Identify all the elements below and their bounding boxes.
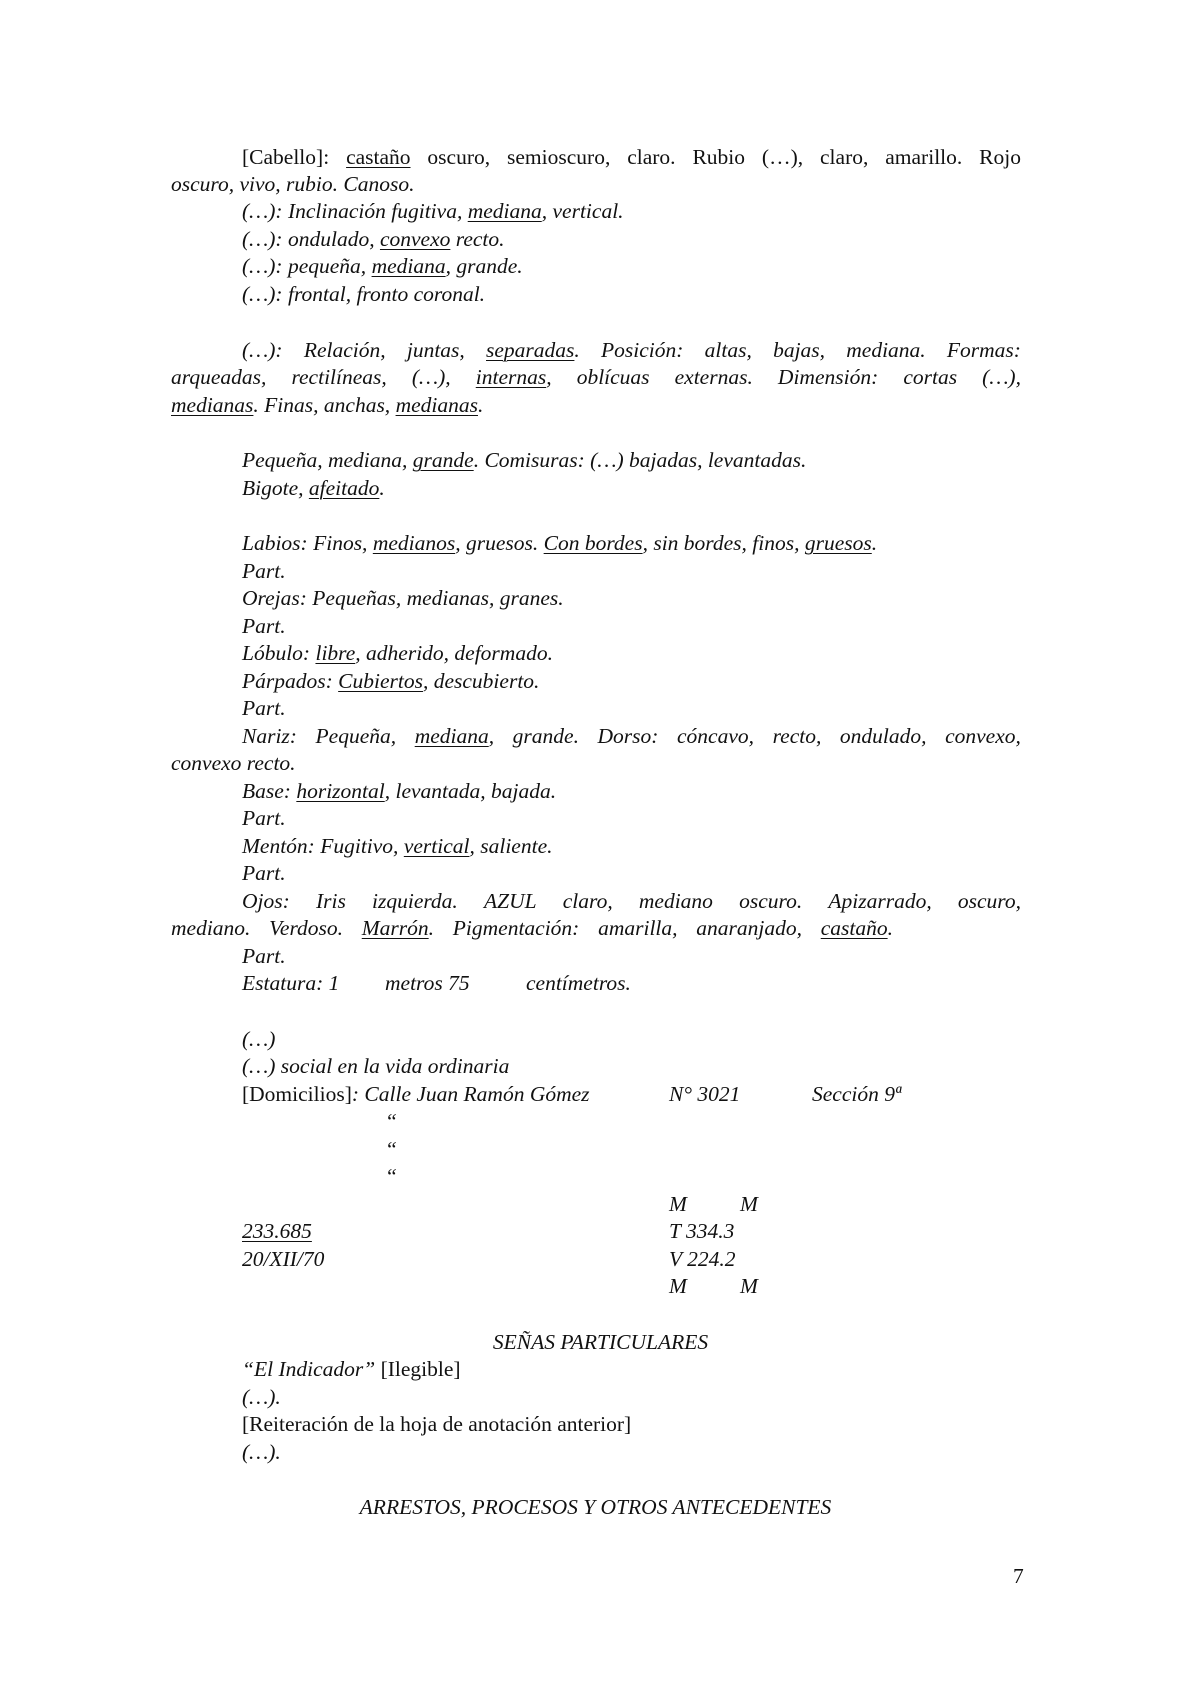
word [269, 918, 343, 940]
text-run: . [871, 531, 878, 555]
word [316, 726, 397, 748]
hair-line-2: oscuro, vivo, rubio. Canoso. [171, 172, 415, 196]
labios-line [242, 533, 877, 555]
word [821, 918, 893, 940]
indicador-title: “El Indicador” [242, 1357, 376, 1381]
text-run: Pequeña, mediana, [242, 448, 413, 472]
text-run: cóncavo, [677, 724, 755, 748]
arrestos-heading: ARRESTOS, PROCESOS Y OTROS ANTECEDENTES [359, 1495, 832, 1519]
domicilio-street: : Calle Juan Ramón Gómez [351, 1082, 590, 1106]
part-2: Part. [242, 614, 286, 638]
text-run: internas [475, 365, 547, 389]
text-run: afeitado [308, 476, 380, 500]
social-line: (…) social en la vida ordinaria [242, 1054, 510, 1078]
text-run: Relación, [303, 338, 386, 362]
text-run: Dorso: [597, 724, 659, 748]
text-run: recto, [772, 724, 822, 748]
word [696, 918, 802, 940]
text-run: Formas: [946, 338, 1021, 362]
hair-line-1 [242, 147, 1021, 169]
word [346, 147, 410, 169]
text-run: Mentón: Fugitivo, [242, 834, 404, 858]
word [291, 367, 386, 389]
word [627, 147, 675, 169]
word [598, 726, 659, 748]
text-run: . [379, 476, 385, 500]
word [242, 147, 329, 169]
word [598, 918, 677, 940]
text-run: (…), [982, 365, 1021, 389]
word [171, 367, 266, 389]
part-3: Part. [242, 696, 286, 720]
text-run: altas, [704, 338, 752, 362]
word [362, 918, 434, 940]
domicilio-row [242, 1084, 590, 1106]
code-t: T 334.3 [669, 1219, 735, 1243]
text-run: mediano. [171, 916, 251, 940]
text-run: Bigote, [242, 476, 309, 500]
domicilio-section: Sección 9ª [812, 1082, 901, 1106]
word [958, 891, 1021, 913]
text-run: castaño [346, 145, 411, 169]
text-run: , gruesos. [455, 531, 544, 555]
text-run: medianas [171, 393, 254, 417]
word [885, 147, 962, 169]
text-run: oblícuas [576, 365, 650, 389]
word [828, 891, 931, 913]
text-run: (…): pequeña, [242, 254, 372, 278]
text-run: , descubierto. [422, 669, 540, 693]
text-run: horizontal [296, 779, 385, 803]
word [372, 891, 458, 913]
text-run: (…): Inclinación fugitiva, [242, 199, 468, 223]
word [840, 726, 927, 748]
text-run: . [477, 393, 484, 417]
text-run: bajas, [773, 338, 826, 362]
text-run: recto. [450, 227, 505, 251]
code-m-top-2: M [740, 1192, 758, 1216]
text-run: (…), [411, 365, 451, 389]
word [563, 891, 613, 913]
text-run: Pigmentación: [452, 916, 580, 940]
word [677, 726, 754, 748]
word [705, 340, 752, 362]
text-run: (…): [242, 338, 283, 362]
text-run: Nariz: [242, 724, 297, 748]
word [486, 340, 580, 362]
word [982, 367, 1021, 389]
text-run: rectilíneas, [291, 365, 387, 389]
word [739, 891, 802, 913]
text-run: Rojo [979, 145, 1021, 169]
text-run: [Cabello]: [242, 145, 330, 169]
text-run: . Finas, anchas, [253, 393, 396, 417]
nariz-line-1 [242, 726, 1021, 748]
word [820, 147, 868, 169]
hair-line-3 [242, 201, 624, 223]
text-run: Lóbulo: [242, 641, 316, 665]
text-run: convexo, [945, 724, 1021, 748]
text-run: , vertical. [541, 199, 624, 223]
text-run: , [546, 365, 552, 389]
word [577, 367, 650, 389]
code-v: V 224.2 [669, 1247, 736, 1271]
word [675, 367, 753, 389]
text-run: anaranjado, [696, 916, 802, 940]
page-number: 7 [1013, 1564, 1024, 1588]
domicilio-number: N° 3021 [669, 1082, 741, 1106]
text-run: juntas, [406, 338, 465, 362]
estatura-label: Estatura: 1 [242, 971, 340, 995]
text-run: cortas [903, 365, 958, 389]
brows-line-3 [171, 395, 483, 417]
text-run: mediana [371, 254, 446, 278]
text-run: semioscuro, [507, 145, 611, 169]
text-run: Verdoso. [269, 916, 344, 940]
text-run: oscuro. [739, 889, 803, 913]
text-run: Labios: Finos, [242, 531, 373, 555]
ilegible-note: [Ilegible] [375, 1357, 461, 1381]
text-run: Iris [315, 889, 346, 913]
code-m-bot-2: M [740, 1274, 758, 1298]
text-run: oscuro, [427, 145, 491, 169]
text-run: , [488, 724, 495, 748]
estatura-metros: metros 75 [385, 971, 470, 995]
code-date: 20/XII/70 [242, 1247, 325, 1271]
orejas-line: Orejas: Pequeñas, medianas, granes. [242, 586, 564, 610]
text-run: . [887, 916, 893, 940]
part-1: Part. [242, 559, 286, 583]
text-run: . [574, 338, 580, 362]
base-line [242, 781, 556, 803]
ojos-line-2 [171, 918, 893, 940]
word [762, 147, 803, 169]
menton-line [242, 836, 552, 858]
part-4: Part. [242, 806, 286, 830]
word [171, 918, 250, 940]
brows-line-1 [242, 340, 1021, 362]
text-run: . Comisuras: (…) bajadas, levantadas. [473, 448, 807, 472]
text-run: separadas [486, 338, 575, 362]
text-run: libre [315, 641, 356, 665]
text-run: Párpados: [242, 669, 339, 693]
word [947, 340, 1021, 362]
text-run: gruesos [804, 531, 872, 555]
word [476, 367, 552, 389]
text-run: claro, [820, 145, 869, 169]
word [507, 147, 610, 169]
word [639, 891, 713, 913]
senas-ellipsis-2: (…). [242, 1440, 281, 1464]
text-run: Ojos: [242, 889, 290, 913]
text-run: , saliente. [469, 834, 553, 858]
text-run: Dimensión: [777, 365, 879, 389]
text-run: AZUL [483, 889, 537, 913]
parpados-line [242, 671, 539, 693]
text-run: amarillo. [885, 145, 963, 169]
text-run: mediano [638, 889, 713, 913]
text-run: . [428, 916, 435, 940]
lobulo-line [242, 643, 553, 665]
word [945, 726, 1021, 748]
text-run: castaño [820, 916, 888, 940]
word [242, 891, 290, 913]
text-run: Marrón [361, 916, 429, 940]
mouth-line-1 [242, 450, 806, 472]
text-run: , sin bordes, finos, [642, 531, 805, 555]
text-run: grande. [512, 724, 579, 748]
ojos-line-1 [242, 891, 1021, 913]
text-run: externas. [674, 365, 753, 389]
text-run: izquierda. [372, 889, 458, 913]
word [427, 147, 490, 169]
estatura-centimetros: centímetros. [526, 971, 631, 995]
word [412, 367, 451, 389]
code-number: 233.685 [242, 1219, 312, 1243]
word [453, 918, 580, 940]
text-run: Cubiertos [338, 669, 423, 693]
text-run: grande [412, 448, 474, 472]
text-run: vertical [403, 834, 470, 858]
word [484, 891, 537, 913]
word [513, 726, 579, 748]
text-run: ondulado, [839, 724, 927, 748]
social-ellipsis: (…) [242, 1027, 276, 1051]
code-m-top-1: M [669, 1192, 687, 1216]
text-run: amarilla, [598, 916, 678, 940]
text-run: mediana [467, 199, 542, 223]
word [407, 340, 465, 362]
text-run: , grande. [445, 254, 523, 278]
hair-line-5 [242, 256, 523, 278]
word [316, 891, 346, 913]
word [242, 726, 297, 748]
senas-ellipsis-1: (…). [242, 1385, 281, 1409]
text-run: (…), [761, 145, 804, 169]
word [304, 340, 386, 362]
text-run: mediana. [846, 338, 926, 362]
text-run: medianos [372, 531, 456, 555]
text-run: Base: [242, 779, 297, 803]
text-run: , adherido, deformado. [355, 641, 553, 665]
part-5: Part. [242, 861, 286, 885]
text-run: convexo [379, 227, 451, 251]
text-run: claro, [562, 889, 613, 913]
text-run: claro. [627, 145, 676, 169]
text-run: (…): ondulado, [242, 227, 380, 251]
mouth-line-2 [242, 478, 385, 500]
text-run: mediana [414, 724, 489, 748]
text-run: Con bordes [543, 531, 643, 555]
text-run: , levantada, bajada. [384, 779, 557, 803]
ditto-mark: “ [385, 1109, 397, 1133]
part-6: Part. [242, 944, 286, 968]
text-run: Pequeña, [315, 724, 397, 748]
word [415, 726, 494, 748]
word [903, 367, 957, 389]
text-run: Rubio [692, 145, 746, 169]
reiteracion-note: [Reiteración de la hoja de anotación anterior] [242, 1412, 632, 1436]
word [692, 147, 745, 169]
nariz-line-2: convexo recto. [171, 751, 296, 775]
word [242, 340, 283, 362]
code-m-bot-1: M [669, 1274, 687, 1298]
word [773, 340, 825, 362]
text-run: arqueadas, [171, 365, 267, 389]
ditto-mark: “ [385, 1137, 397, 1161]
hair-line-6: (…): frontal, fronto coronal. [242, 282, 486, 306]
senas-heading: SEÑAS PARTICULARES [492, 1330, 709, 1354]
domicilio-label: [Domicilios] [242, 1082, 352, 1106]
hair-line-4 [242, 229, 505, 251]
word [846, 340, 925, 362]
indicador-line [242, 1359, 461, 1381]
text-run: Posición: [601, 338, 684, 362]
brows-line-2 [171, 367, 1021, 389]
ditto-mark: “ [385, 1164, 397, 1188]
text-run: oscuro, [957, 889, 1021, 913]
word [601, 340, 683, 362]
text-run: medianas [395, 393, 478, 417]
text-run: Apizarrado, [828, 889, 932, 913]
word [979, 147, 1021, 169]
word [773, 726, 822, 748]
word [778, 367, 878, 389]
